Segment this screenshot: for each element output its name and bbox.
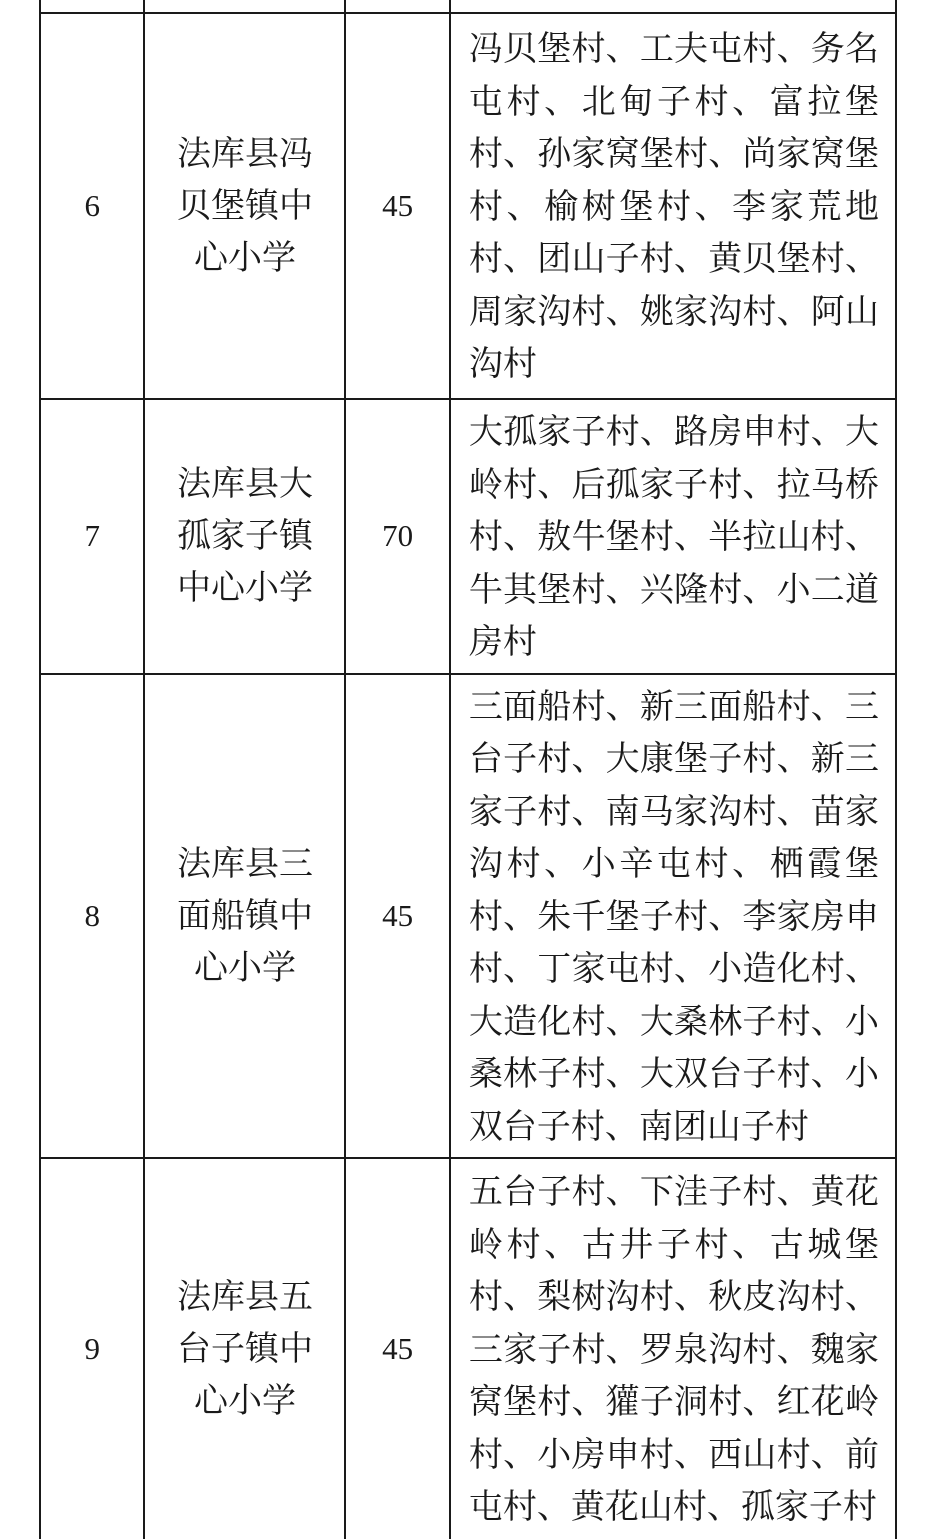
villages-cell [450,674,896,1159]
row-index: 9 [40,1158,144,1539]
table-row [40,674,896,1159]
school-name: 法库县冯贝堡镇中心小学 [176,134,313,278]
enrollment-count: 70 [345,399,449,674]
row-index: 8 [40,674,144,1159]
villages-cell [450,399,896,674]
school-name: 法库县三面船镇中心小学 [176,843,313,988]
row-index: 7 [40,399,144,674]
village-list: 五台子村、下洼子村、黄花岭村、古井子村、古城堡村、梨树沟村、秋皮沟村、三家子村、罗泉沟村、魏家窝堡村、獾子洞村、红花岭村、小房申村、西山村、前屯村、黄花山村、孤家子村 [468,1172,879,1528]
row-index: 6 [40,13,144,399]
school-name-cell [144,1158,345,1539]
school-name: 法库县五台子镇中心小学 [176,1277,313,1421]
table-cell [450,0,896,13]
table-row [40,13,896,399]
table-cell [345,0,449,13]
school-name-cell [144,13,345,399]
enrollment-count: 45 [345,1158,449,1539]
school-name: 法库县大孤家子镇中心小学 [176,464,313,609]
village-list: 大孤家子村、路房申村、大岭村、后孤家子村、拉马桥村、敖牛堡村、半拉山村、牛其堡村、兴隆村、小二道房村 [468,412,879,662]
villages-cell [450,13,896,399]
table-cell [144,0,345,13]
enrollment-count: 45 [345,13,449,399]
table-row [40,1158,896,1539]
village-list: 三面船村、新三面船村、三台子村、大康堡子村、新三家子村、南马家沟村、苗家沟村、小辛屯村、栖霞堡村、朱千堡子村、李家房申村、丁家屯村、小造化村、大造化村、大桑林子村、小桑林子村、大双台子村、小双台子村、南团山子村 [468,686,879,1147]
table-row [40,399,896,674]
enrollment-count: 45 [345,674,449,1159]
table-row-partial-top [40,0,896,13]
school-name-cell [144,674,345,1159]
villages-cell [450,1158,896,1539]
table-cell [40,0,144,13]
village-list: 冯贝堡村、工夫屯村、务名屯村、北甸子村、富拉堡村、孙家窝堡村、尚家窝堡村、榆树堡村、李家荒地村、团山子村、黄贝堡村、周家沟村、姚家沟村、阿山沟村 [468,29,879,385]
school-name-cell [144,399,345,674]
school-district-table [39,0,897,1539]
